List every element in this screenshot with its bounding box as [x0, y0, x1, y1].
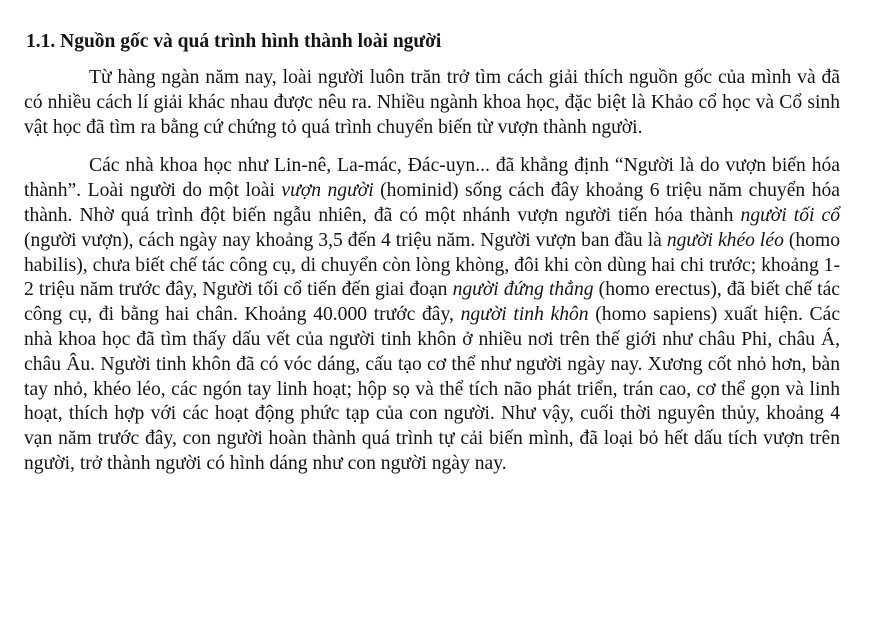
term-nguoi-toi-co: người tối cổ: [740, 204, 840, 226]
term-nguoi-dung-thang: người đứng thẳng: [452, 279, 594, 301]
paragraph-2-text: (homo erectus), đã biết chế tác công cụ, đi bằng hai chân. Khoảng 40.000 trước đây,: [24, 279, 841, 326]
paragraph-1: [24, 66, 848, 140]
paragraph-2: [24, 154, 848, 476]
term-nguoi-kheo-leo: người khéo léo: [666, 229, 784, 251]
paragraph-2-text: Các nhà khoa học như Lin-nê, La-mác, Đác-uyn... đã khẳng định “Người là do vượn biến hóa thành”. Loài người do một loài: [24, 155, 840, 202]
term-vuon-nguoi: vượn người: [281, 180, 374, 202]
paragraph-2-text: (người vượn), cách ngày nay khoảng 3,5 đến 4 triệu năm. Người vượn ban đầu là: [24, 229, 667, 251]
term-nguoi-tinh-khon: người tinh khôn: [460, 304, 589, 326]
paragraph-1-text: Từ hàng ngàn năm nay, loài người luôn trăn trở tìm cách giải thích nguồn gốc của mình và đã có nhiều cách lí giải khác nhau được nêu ra. Nhiều ngành khoa học, đặc biệt là Khảo cổ học và Cổ sinh vật học đã tìm ra bằng cứ chứng tỏ quá trình chuyển biến từ vượn thành người.: [24, 67, 840, 138]
paragraph-2-text: (hominid) sống cách đây khoảng 6 triệu năm chuyển hóa thành. Nhờ quá trình đột biến ngẫu nhiên, đã có một nhánh vượn người tiến hóa thành: [24, 180, 840, 226]
paragraph-2-text: (homo sapiens) xuất hiện. Các nhà khoa học đã tìm thấy dấu vết của người tinh khôn ở nhiều nơi trên thế giới như châu Phi, châu Á, châu Âu. Người tinh khôn đã có vóc dáng, cấu tạo cơ thể như người ngày nay. Xương cốt nhỏ hơn, bàn tay nhỏ, khéo léo, các ngón tay linh hoạt; hộp sọ và thể tích não phát triển, trán cao, cơ thể gọn và linh hoạt, thích hợp với các hoạt động phức tạp của con người. Như vậy, cuối thời nguyên thủy, khoảng 4 vạn năm trước đây, con người hoàn thành quá trình tự cải biến mình, đã loại bỏ hết dấu tích vượn trên người, trở thành người có hình dáng như con người ngày nay.: [24, 304, 841, 474]
section-heading: 1.1. Nguồn gốc và quá trình hình thành loài người: [26, 31, 442, 52]
paragraph-2-text: (homo habilis), chưa biết chế tác công cụ, di chuyển còn lòng khòng, đôi khi còn dùng hai chi trước; khoảng 1-2 triệu năm trước đây, Người tối cổ tiến đến giai đoạn: [24, 229, 841, 301]
